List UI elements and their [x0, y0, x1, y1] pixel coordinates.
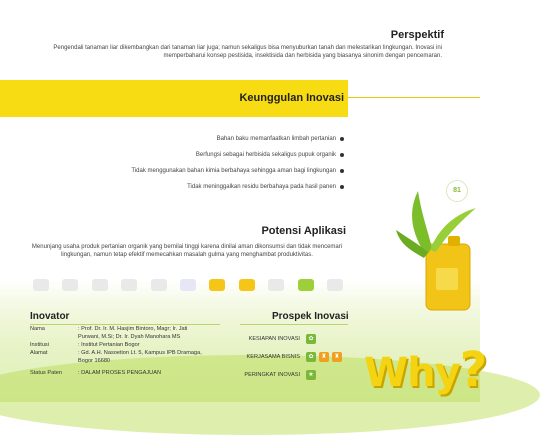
rating-badge-icon: ✿: [306, 352, 316, 362]
sector-icon: [28, 271, 54, 295]
prospek-underline: [240, 324, 348, 325]
list-item-text: Berfungsi sebagai herbisida sekaligus pupuk organik: [195, 152, 336, 158]
detail-row: Bogor 16680: [78, 358, 111, 364]
prospek-ratings: [240, 330, 345, 384]
application-icon-row: [28, 271, 348, 295]
why-logo: Why?: [364, 342, 487, 398]
potensi-heading: Potensi Aplikasi: [261, 225, 346, 237]
band-divider-line: [348, 97, 480, 98]
sector-icon: [175, 271, 201, 295]
perspektif-heading: Perspektif: [390, 29, 444, 41]
keunggulan-heading: Keunggulan Inovasi: [239, 92, 344, 104]
bullet-icon: [340, 185, 344, 189]
detail-row: Nama : Prof. Dr. Ir. M. Hasjim Bintoro, Magr; Ir. Jati: [30, 326, 188, 332]
list-item: [44, 131, 344, 147]
sector-icon: [87, 271, 113, 295]
rating-badge-icon: ♜: [332, 352, 342, 362]
bullet-icon: [340, 153, 344, 157]
inovator-heading: Inovator: [30, 311, 70, 322]
keunggulan-list: [44, 131, 344, 195]
rating-badge-icon: ♜: [319, 352, 329, 362]
rating-row: [240, 348, 345, 366]
rating-label: PERINGKAT INOVASI: [244, 372, 300, 378]
plant-jerrycan-illustration: [396, 186, 480, 314]
perspektif-paragraph: Pengendali tanaman liar dikembangkan dari tanaman liar juga; namun sekaligus bisa menyuburkan tanah dan melestarikan lingkungan. Inovasi ini memperbaharui konsep pestisida, insektisida dan herbisida yang biasanya sinonim dengan pencemaran.: [53, 45, 442, 59]
prospek-heading: Prospek Inovasi: [272, 311, 349, 322]
potensi-paragraph: Menunjang usaha produk pertanian organik yang bernilai tinggi karena dinilai aman dikonsumsi dan tidak mencemari lingkungan, namun tetap efektif memecahkan masalah gulma yang menghambat produktivitas.: [31, 244, 343, 258]
fruit-icon: [293, 271, 319, 295]
rating-row: [240, 330, 345, 348]
list-item-text: Tidak menggunakan bahan kimia berbahaya sehingga aman bagi lingkungan: [131, 168, 336, 174]
inovator-details: [30, 325, 258, 377]
list-item: [44, 179, 344, 195]
detail-row: Status Paten : DALAM PROSES PENGAJUAN: [30, 370, 161, 376]
agriculture-icon: [204, 271, 230, 295]
list-item: [44, 163, 344, 179]
rating-label: KERJASAMA BISNIS: [246, 354, 300, 360]
bullet-icon: [340, 169, 344, 173]
rating-badge-icon: ★: [306, 370, 316, 380]
rating-row: [240, 366, 345, 384]
detail-row: Institusi : Institut Pertanian Bogor: [30, 342, 140, 348]
list-item: [44, 147, 344, 163]
sector-icon: [57, 271, 83, 295]
bullet-icon: [340, 137, 344, 141]
plantation-icon: [234, 271, 260, 295]
sector-icon: [116, 271, 142, 295]
rating-label: KESIAPAN INOVASI: [248, 336, 300, 342]
page-number: 81: [446, 180, 468, 202]
list-item-text: Tidak meninggalkan residu berbahaya pada hasil panen: [187, 184, 336, 190]
list-item-text: Bahan baku memanfaatkan limbah pertanian: [216, 136, 336, 142]
rating-badge-icon: ✿: [306, 334, 316, 344]
sector-icon: [322, 271, 348, 295]
sector-icon: [146, 271, 172, 295]
detail-row: Alamat : Gd. A.H. Nasoetion Lt. 5, Kampus IPB Dramaga,: [30, 350, 202, 356]
detail-row: Purwani, M.Si; Dr. Ir. Dyah Manohara MS: [78, 334, 181, 340]
sector-icon: [263, 271, 289, 295]
